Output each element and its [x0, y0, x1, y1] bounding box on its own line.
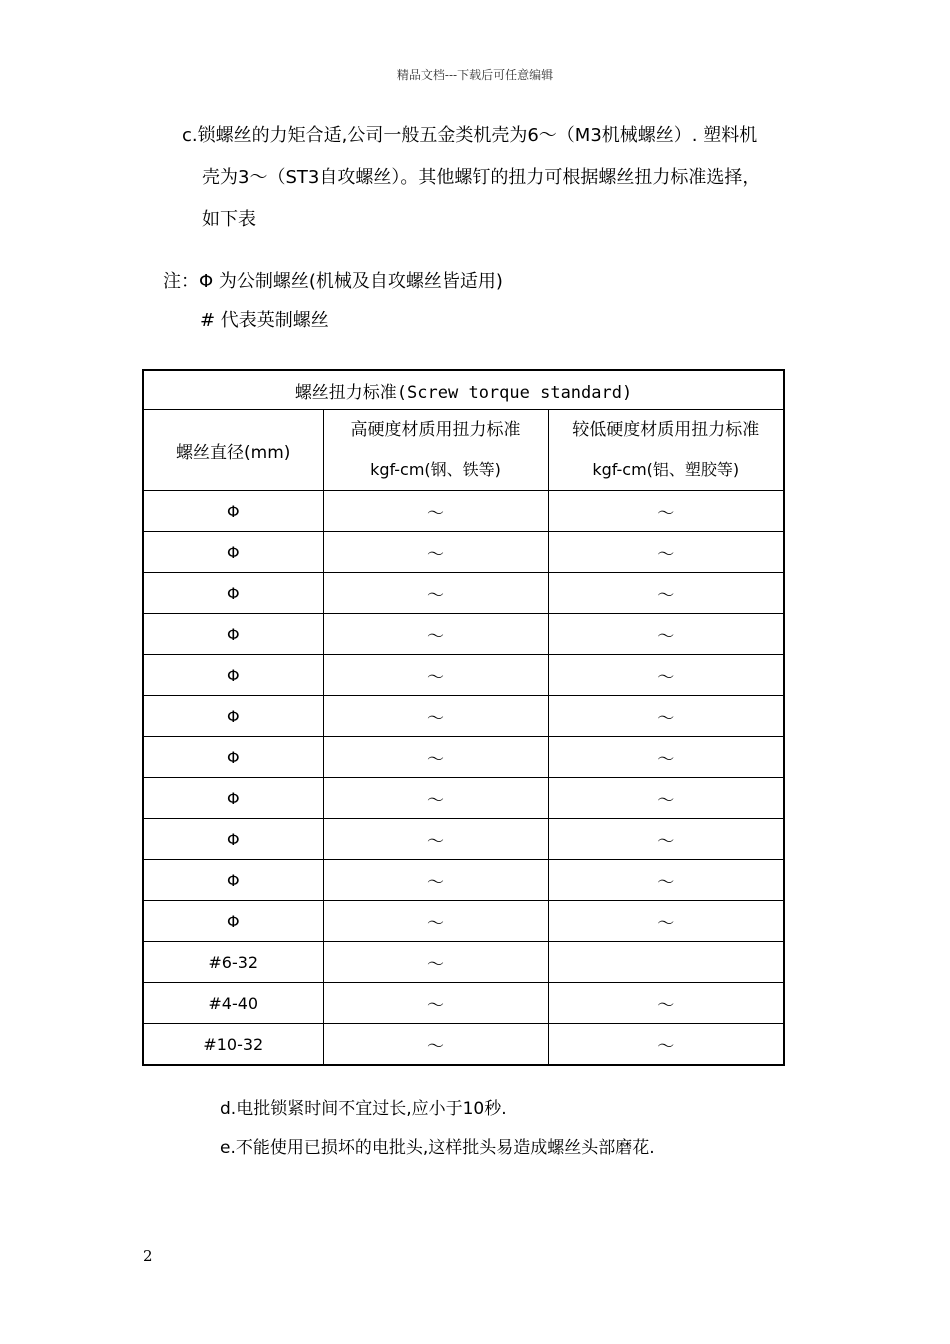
- low-hardness-cell: ～: [548, 614, 784, 655]
- note-imperial: # 代表英制螺丝: [200, 310, 329, 331]
- paragraph-e: e.不能使用已损坏的电批头,这样批头易造成螺丝头部磨花.: [220, 1138, 655, 1158]
- table-row: [143, 983, 784, 1024]
- low-hardness-cell: ～: [548, 491, 784, 532]
- column-header-low-hardness: [548, 410, 784, 491]
- high-hardness-cell: ～: [323, 778, 548, 819]
- diameter-cell: #10-32: [143, 1024, 323, 1066]
- table-row: [143, 901, 784, 942]
- table-row: [143, 696, 784, 737]
- column-header-high-hardness-unit: kgf-cm(钢、铁等): [370, 460, 501, 479]
- table-row: [143, 573, 784, 614]
- diameter-cell: #4-40: [143, 983, 323, 1024]
- paragraph-d: d.电批锁紧时间不宜过长,应小于10秒.: [220, 1099, 507, 1119]
- high-hardness-cell: ～: [323, 573, 548, 614]
- high-hardness-cell: ～: [323, 983, 548, 1024]
- screw-torque-table: [142, 369, 785, 1066]
- column-header-high-hardness-title: 高硬度材质用扭力标准: [350, 420, 521, 440]
- high-hardness-cell: ～: [323, 655, 548, 696]
- diameter-cell: Φ: [143, 819, 323, 860]
- diameter-cell: Φ: [143, 573, 323, 614]
- high-hardness-cell: ～: [323, 819, 548, 860]
- table-row: [143, 860, 784, 901]
- low-hardness-cell: [548, 942, 784, 983]
- diameter-cell: Φ: [143, 737, 323, 778]
- high-hardness-cell: ～: [323, 860, 548, 901]
- paragraph-c-line-3: 如下表: [202, 209, 256, 230]
- low-hardness-cell: ～: [548, 983, 784, 1024]
- table-row: [143, 491, 784, 532]
- low-hardness-cell: ～: [548, 778, 784, 819]
- diameter-cell: Φ: [143, 532, 323, 573]
- column-header-low-hardness-unit: kgf-cm(铝、塑胶等): [592, 460, 740, 479]
- diameter-cell: Φ: [143, 778, 323, 819]
- high-hardness-cell: ～: [323, 532, 548, 573]
- low-hardness-cell: ～: [548, 819, 784, 860]
- high-hardness-cell: ～: [323, 942, 548, 983]
- diameter-cell: Φ: [143, 614, 323, 655]
- diameter-cell: Φ: [143, 655, 323, 696]
- diameter-cell: Φ: [143, 860, 323, 901]
- table-row: [143, 737, 784, 778]
- table-row: [143, 819, 784, 860]
- high-hardness-cell: ～: [323, 901, 548, 942]
- low-hardness-cell: ～: [548, 860, 784, 901]
- high-hardness-cell: ～: [323, 696, 548, 737]
- high-hardness-cell: ～: [323, 1024, 548, 1066]
- high-hardness-cell: ～: [323, 737, 548, 778]
- paragraph-c-line-1: c.锁螺丝的力矩合适,公司一般五金类机壳为6～（M3机械螺丝）. 塑料机: [182, 125, 758, 146]
- low-hardness-cell: ～: [548, 655, 784, 696]
- table-row: [143, 532, 784, 573]
- note-metric: 注：Φ 为公制螺丝(机械及自攻螺丝皆适用): [163, 271, 503, 292]
- table-row: [143, 942, 784, 983]
- low-hardness-cell: ～: [548, 737, 784, 778]
- column-header-low-hardness-title: 较低硬度材质用扭力标准: [572, 420, 760, 440]
- low-hardness-cell: ～: [548, 573, 784, 614]
- diameter-cell: #6-32: [143, 942, 323, 983]
- page-number: 2: [143, 1247, 153, 1265]
- table-row: [143, 778, 784, 819]
- low-hardness-cell: ～: [548, 1024, 784, 1066]
- page-header: 精品文档---下载后可任意编辑: [396, 68, 554, 82]
- diameter-cell: Φ: [143, 696, 323, 737]
- table-row: [143, 655, 784, 696]
- paragraph-c-line-2: 壳为3～（ST3自攻螺丝）。其他螺钉的扭力可根据螺丝扭力标准选择，: [202, 167, 761, 188]
- low-hardness-cell: ～: [548, 901, 784, 942]
- table-row: [143, 1024, 784, 1066]
- diameter-cell: Φ: [143, 901, 323, 942]
- table-title: 螺丝扭力标准(Screw torque standard): [143, 370, 784, 410]
- high-hardness-cell: ～: [323, 614, 548, 655]
- table-row: [143, 614, 784, 655]
- low-hardness-cell: ～: [548, 532, 784, 573]
- high-hardness-cell: ～: [323, 491, 548, 532]
- diameter-cell: Φ: [143, 491, 323, 532]
- column-header-high-hardness: [323, 410, 548, 491]
- low-hardness-cell: ～: [548, 696, 784, 737]
- column-header-diameter: 螺丝直径(mm): [143, 410, 323, 491]
